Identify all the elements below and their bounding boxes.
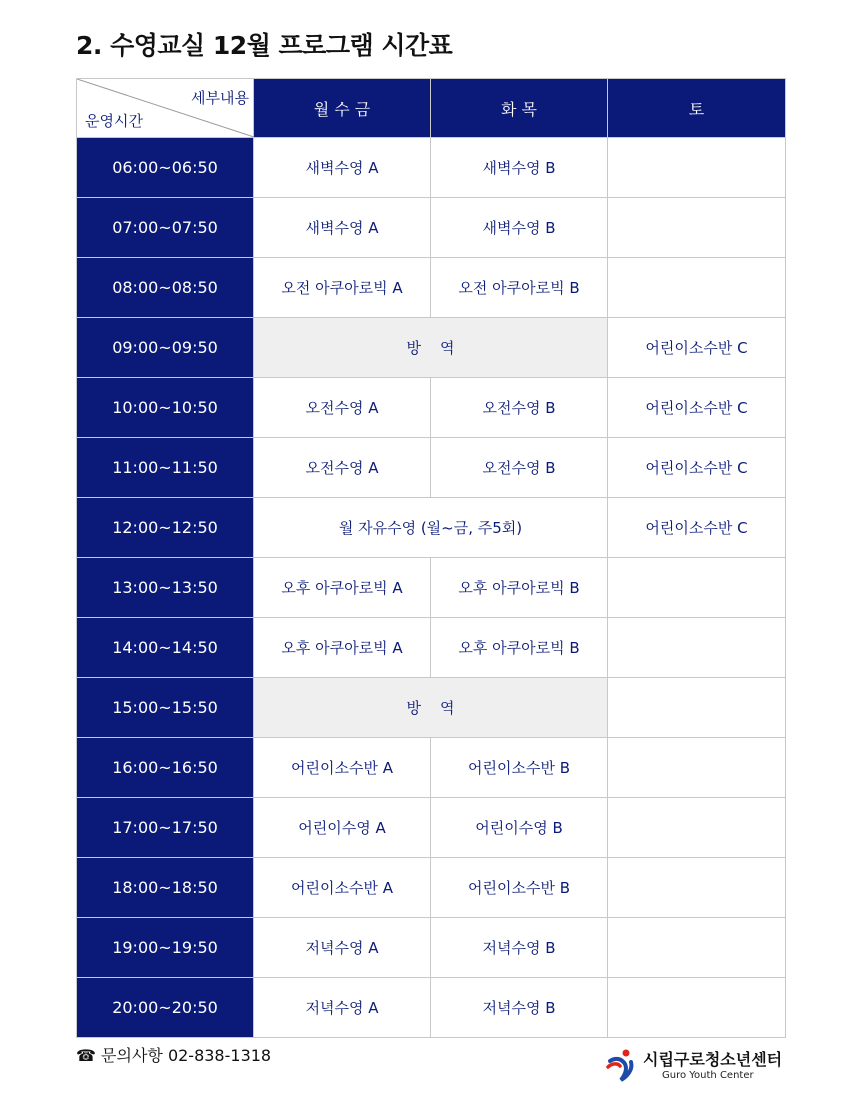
time-cell: 19:00~19:50 <box>77 918 254 978</box>
free-swim-cell: 월 자유수영 (월~금, 주5회) <box>254 498 608 558</box>
table-row <box>77 558 786 618</box>
program-cell: 어린이소수반 A <box>254 738 431 798</box>
contact-info <box>76 1043 271 1066</box>
time-cell: 06:00~06:50 <box>77 138 254 198</box>
phone-icon: ☎ <box>76 1046 96 1065</box>
program-cell: 어린이수영 A <box>254 798 431 858</box>
header-mon-wed-fri: 월 수 금 <box>254 79 431 138</box>
program-cell: 오전수영 A <box>254 378 431 438</box>
center-logo <box>606 1047 788 1085</box>
header-sat: 토 <box>608 79 786 138</box>
header-detail-label: 세부내용 <box>191 89 249 107</box>
program-cell: 어린이소수반 B <box>431 738 608 798</box>
time-cell: 13:00~13:50 <box>77 558 254 618</box>
table-row <box>77 198 786 258</box>
program-cell: 어린이소수반 C <box>608 498 786 558</box>
time-cell: 18:00~18:50 <box>77 858 254 918</box>
program-cell: 어린이소수반 C <box>608 318 786 378</box>
program-cell: 어린이수영 B <box>431 798 608 858</box>
time-cell: 20:00~20:50 <box>77 978 254 1038</box>
program-cell: 오전수영 B <box>431 438 608 498</box>
time-cell: 17:00~17:50 <box>77 798 254 858</box>
logo-name-korean: 시립구로청소년센터 <box>643 1050 783 1069</box>
table-row <box>77 258 786 318</box>
time-cell: 10:00~10:50 <box>77 378 254 438</box>
time-cell: 14:00~14:50 <box>77 618 254 678</box>
program-cell: 새벽수영 B <box>431 198 608 258</box>
program-cell: 오후 아쿠아로빅 B <box>431 618 608 678</box>
table-row <box>77 138 786 198</box>
header-time-label: 운영시간 <box>85 112 143 130</box>
table-row <box>77 978 786 1038</box>
table-header-row <box>77 79 786 138</box>
program-cell: 어린이소수반 C <box>608 378 786 438</box>
program-cell <box>608 678 786 738</box>
program-cell: 새벽수영 B <box>431 138 608 198</box>
page-title: 2. 수영교실 12월 프로그램 시간표 <box>76 31 453 60</box>
program-cell: 오후 아쿠아로빅 B <box>431 558 608 618</box>
time-cell: 07:00~07:50 <box>77 198 254 258</box>
program-cell: 오후 아쿠아로빅 A <box>254 618 431 678</box>
program-cell: 오전 아쿠아로빅 B <box>431 258 608 318</box>
program-cell: 저녁수영 B <box>431 918 608 978</box>
program-cell: 오전수영 B <box>431 378 608 438</box>
table-row <box>77 498 786 558</box>
header-corner-cell <box>77 79 254 138</box>
program-cell: 저녁수영 B <box>431 978 608 1038</box>
table-row <box>77 798 786 858</box>
program-cell <box>608 618 786 678</box>
logo-name-english: Guro Youth Center <box>662 1070 754 1081</box>
time-cell: 12:00~12:50 <box>77 498 254 558</box>
program-cell <box>608 258 786 318</box>
program-cell: 오후 아쿠아로빅 A <box>254 558 431 618</box>
time-cell: 09:00~09:50 <box>77 318 254 378</box>
table-row <box>77 318 786 378</box>
program-cell <box>608 798 786 858</box>
time-cell: 15:00~15:50 <box>77 678 254 738</box>
time-cell: 11:00~11:50 <box>77 438 254 498</box>
program-cell <box>608 858 786 918</box>
table-row <box>77 378 786 438</box>
header-tue-thu: 화 목 <box>431 79 608 138</box>
time-cell: 16:00~16:50 <box>77 738 254 798</box>
disinfection-cell: 방 역 <box>254 678 608 738</box>
program-cell: 어린이소수반 C <box>608 438 786 498</box>
table-row <box>77 738 786 798</box>
program-cell: 오전 아쿠아로빅 A <box>254 258 431 318</box>
program-cell <box>608 558 786 618</box>
program-cell: 저녁수영 A <box>254 918 431 978</box>
table-row <box>77 678 786 738</box>
table-row <box>77 858 786 918</box>
program-cell: 오전수영 A <box>254 438 431 498</box>
program-cell: 새벽수영 A <box>254 198 431 258</box>
program-cell <box>608 918 786 978</box>
table-row <box>77 438 786 498</box>
table-row <box>77 918 786 978</box>
program-cell <box>608 738 786 798</box>
disinfection-cell: 방 역 <box>254 318 608 378</box>
program-cell: 새벽수영 A <box>254 138 431 198</box>
program-cell <box>608 198 786 258</box>
schedule-table <box>76 78 786 1038</box>
program-cell <box>608 138 786 198</box>
program-cell <box>608 978 786 1038</box>
table-row <box>77 618 786 678</box>
program-cell: 어린이소수반 B <box>431 858 608 918</box>
guro-youth-center-logo-icon <box>606 1047 640 1083</box>
program-cell: 어린이소수반 A <box>254 858 431 918</box>
contact-text: 문의사항 02-838-1318 <box>101 1046 272 1065</box>
time-cell: 08:00~08:50 <box>77 258 254 318</box>
program-cell: 저녁수영 A <box>254 978 431 1038</box>
